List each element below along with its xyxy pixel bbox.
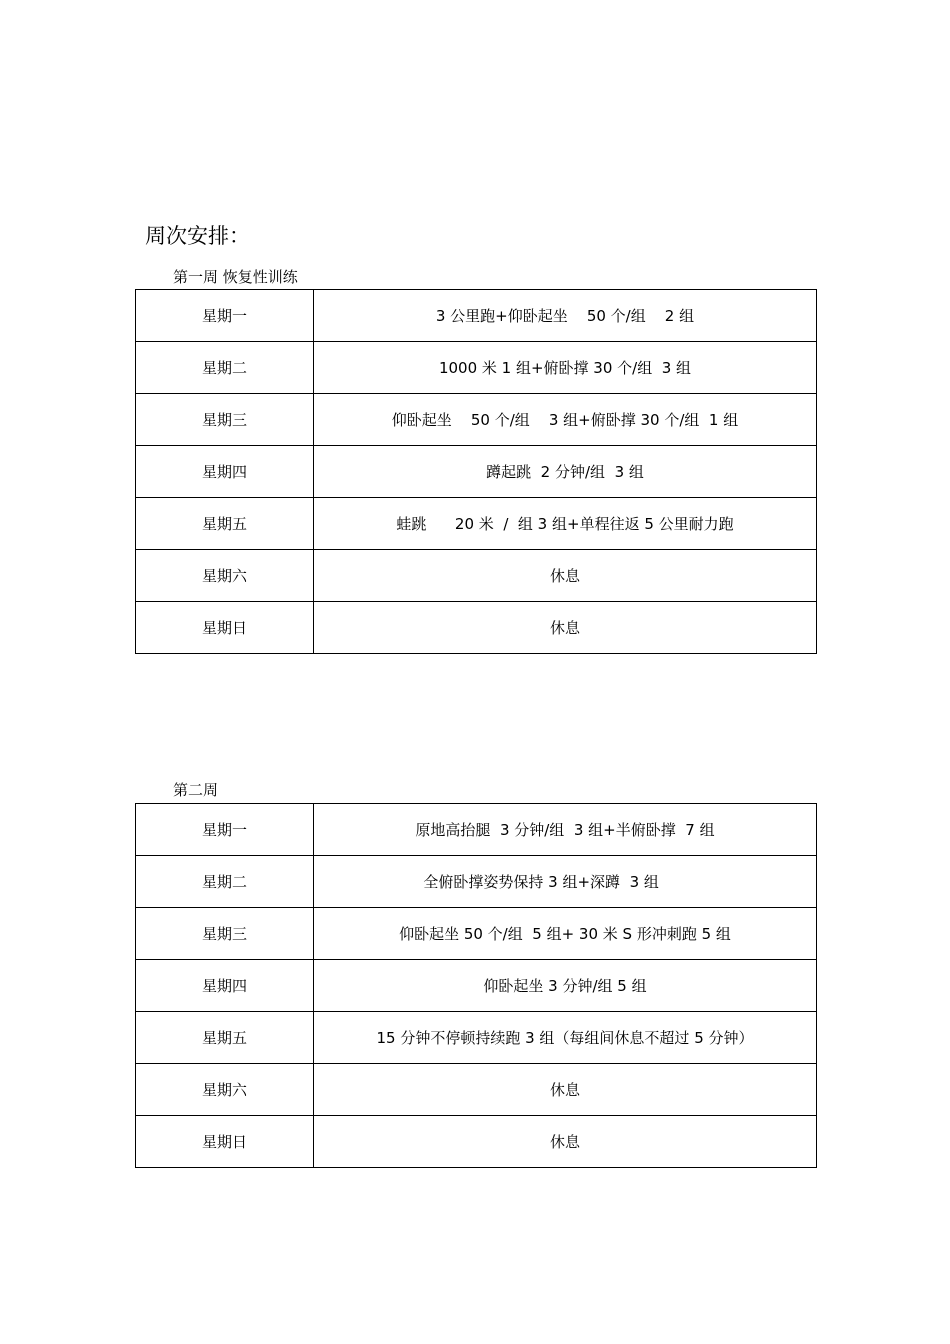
table-row xyxy=(136,908,817,960)
day-cell: 星期五 xyxy=(136,498,314,550)
day-cell: 星期六 xyxy=(136,1064,314,1116)
day-cell: 星期五 xyxy=(136,1012,314,1064)
plan-cell: 仰卧起坐 50 个/组 5 组+ 30 米 S 形冲刺跑 5 组 xyxy=(314,908,817,960)
day-cell: 星期三 xyxy=(136,394,314,446)
table-row xyxy=(136,342,817,394)
plan-cell: 休息 xyxy=(314,1116,817,1168)
week2-schedule-table xyxy=(135,803,817,1168)
table-row xyxy=(136,498,817,550)
table-row xyxy=(136,1012,817,1064)
plan-cell: 蛙跳 20 米 / 组 3 组+单程往返 5 公里耐力跑 xyxy=(314,498,817,550)
table-row xyxy=(136,550,817,602)
plan-cell: 蹲起跳 2 分钟/组 3 组 xyxy=(314,446,817,498)
day-cell: 星期日 xyxy=(136,602,314,654)
day-cell: 星期三 xyxy=(136,908,314,960)
day-cell: 星期一 xyxy=(136,804,314,856)
table-row xyxy=(136,804,817,856)
page-heading: 周次安排： xyxy=(145,224,250,248)
day-cell: 星期四 xyxy=(136,960,314,1012)
day-cell: 星期日 xyxy=(136,1116,314,1168)
plan-cell: 3 公里跑+仰卧起坐 50 个/组 2 组 xyxy=(314,290,817,342)
week2-title: 第二周 xyxy=(173,781,219,799)
day-cell: 星期四 xyxy=(136,446,314,498)
plan-cell: 休息 xyxy=(314,550,817,602)
plan-cell: 原地高抬腿 3 分钟/组 3 组+半俯卧撑 7 组 xyxy=(314,804,817,856)
day-cell: 星期一 xyxy=(136,290,314,342)
plan-cell: 仰卧起坐 50 个/组 3 组+俯卧撑 30 个/组 1 组 xyxy=(314,394,817,446)
table-row xyxy=(136,1116,817,1168)
day-cell: 星期二 xyxy=(136,342,314,394)
day-cell: 星期二 xyxy=(136,856,314,908)
table-row xyxy=(136,960,817,1012)
table-row xyxy=(136,446,817,498)
week1-schedule-table xyxy=(135,289,817,654)
table-row xyxy=(136,856,817,908)
plan-cell: 全俯卧撑姿势保持 3 组+深蹲 3 组 xyxy=(314,856,817,908)
plan-cell: 休息 xyxy=(314,602,817,654)
plan-cell: 15 分钟不停顿持续跑 3 组（每组间休息不超过 5 分钟） xyxy=(314,1012,817,1064)
plan-cell: 1000 米 1 组+俯卧撑 30 个/组 3 组 xyxy=(314,342,817,394)
table-row xyxy=(136,1064,817,1116)
day-cell: 星期六 xyxy=(136,550,314,602)
plan-cell: 休息 xyxy=(314,1064,817,1116)
plan-cell: 仰卧起坐 3 分钟/组 5 组 xyxy=(314,960,817,1012)
table-row xyxy=(136,602,817,654)
table-row xyxy=(136,290,817,342)
week1-title: 第一周 恢复性训练 xyxy=(173,268,298,286)
table-row xyxy=(136,394,817,446)
